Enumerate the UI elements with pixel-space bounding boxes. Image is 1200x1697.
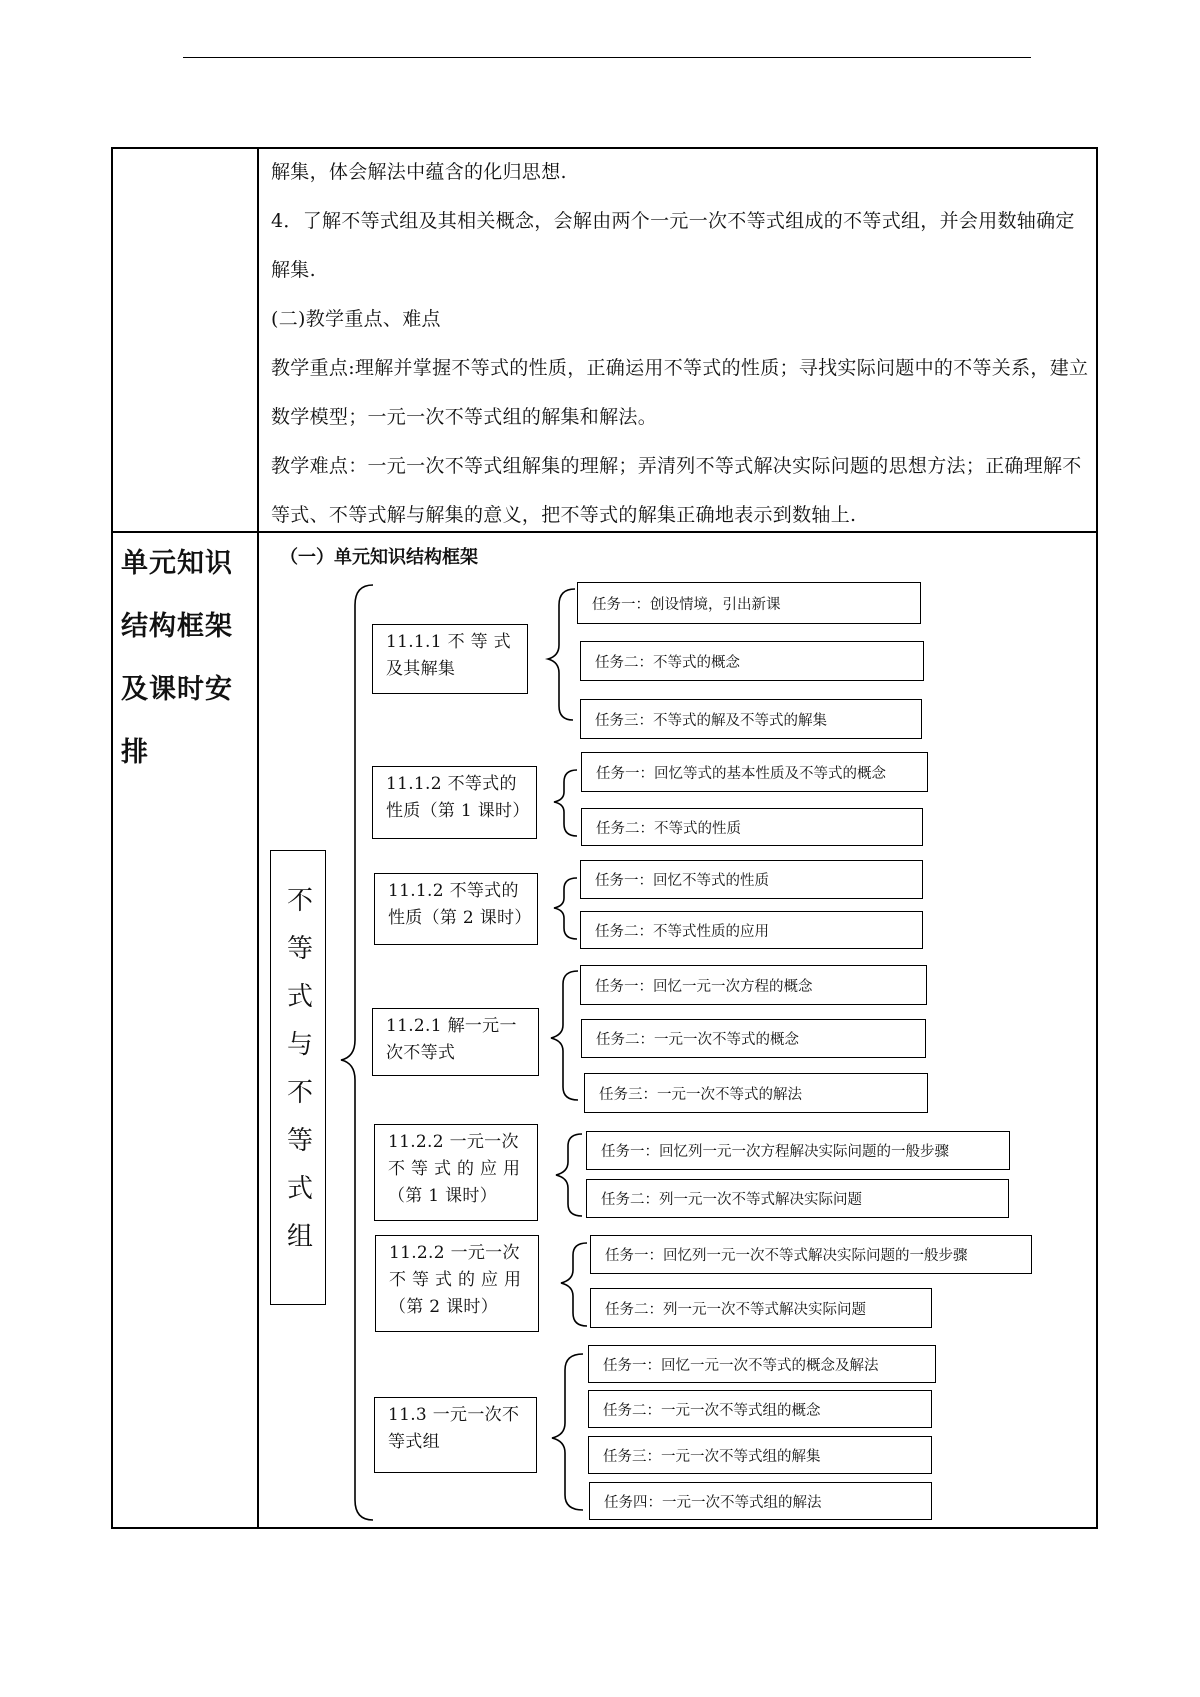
task-box: 任务一：回忆列一元一次方程解决实际问题的一般步骤 [586, 1131, 1010, 1170]
lesson-title: 11.3 一元一次不等式组 [388, 1405, 520, 1452]
task-box: 任务二：不等式性质的应用 [580, 911, 923, 949]
objective-item-4: 4．了解不等式组及其相关概念，会解由两个一元一次不等式组成的不等式组，并会用数轴确定解集. [271, 210, 1075, 281]
lesson-title: 11.2.1 解一元一次不等式 [386, 1016, 517, 1063]
root-topic: 不等式与不等式组 [282, 885, 313, 1270]
lesson-title: 11.1.2 不等式的性质（第 1 课时） [386, 774, 530, 821]
lesson-box-6 [375, 1235, 539, 1332]
lesson-title: 11.1.2 不等式的性质（第 2 课时） [388, 881, 532, 928]
section-title: （一）单元知识结构框架 [280, 547, 478, 568]
lesson-box-3 [374, 873, 538, 945]
objective-line-1: 解集，体会解法中蕴含的化归思想. [271, 161, 567, 183]
root-topic-box [270, 850, 326, 1305]
key-points: 教学重点:理解并掌握不等式的性质，正确运用不等式的性质；寻找实际问题中的不等关系，建立数学模型；一元一次不等式组的解集和解法。 [271, 357, 1089, 428]
lesson-box-5 [374, 1124, 538, 1221]
task-box: 任务一：回忆一元一次不等式的概念及解法 [588, 1345, 936, 1383]
task-box: 任务二：一元一次不等式的概念 [581, 1019, 926, 1058]
lesson-title: 11.2.2 一元一次不 等 式 的 应 用（第 2 课时） [389, 1243, 522, 1317]
task-box: 任务二：不等式的性质 [581, 808, 923, 846]
lesson-box-2 [372, 766, 537, 839]
task-box: 任务四：一元一次不等式组的解法 [589, 1482, 932, 1520]
lesson-title: 11.1.1 不 等 式及其解集 [386, 632, 511, 679]
task-box: 任务一：回忆不等式的性质 [580, 860, 923, 899]
task-box: 任务二：一元一次不等式组的概念 [588, 1390, 932, 1428]
task-box: 任务二：列一元一次不等式解决实际问题 [590, 1288, 932, 1328]
task-box: 任务一：创设情境，引出新课 [577, 582, 921, 624]
task-box: 任务一：回忆等式的基本性质及不等式的概念 [581, 752, 928, 792]
lesson-box-7 [374, 1397, 537, 1473]
lesson-box-1 [372, 624, 528, 694]
task-box: 任务二：列一元一次不等式解决实际问题 [586, 1179, 1009, 1218]
task-box: 任务一：回忆一元一次方程的概念 [580, 965, 927, 1005]
task-box: 任务三：一元一次不等式组的解集 [588, 1436, 932, 1474]
task-box: 任务三：不等式的解及不等式的解集 [580, 699, 922, 739]
task-box: 任务三：一元一次不等式的解法 [584, 1073, 928, 1113]
row-label: 单元知识结构框架及课时安排 [121, 548, 233, 768]
focus-heading: (二)教学重点、难点 [271, 308, 441, 330]
lesson-title: 11.2.2 一元一次不 等 式 的 应 用（第 1 课时） [388, 1132, 521, 1206]
task-box: 任务二：不等式的概念 [580, 641, 924, 681]
difficult-points: 教学难点：一元一次不等式组解集的理解；弄清列不等式解决实际问题的思想方法；正确理解不等式、不等式解与解集的意义，把不等式的解集正确地表示到数轴上. [271, 455, 1082, 526]
lesson-box-4 [372, 1008, 539, 1076]
task-box: 任务一：回忆列一元一次不等式解决实际问题的一般步骤 [590, 1235, 1032, 1274]
